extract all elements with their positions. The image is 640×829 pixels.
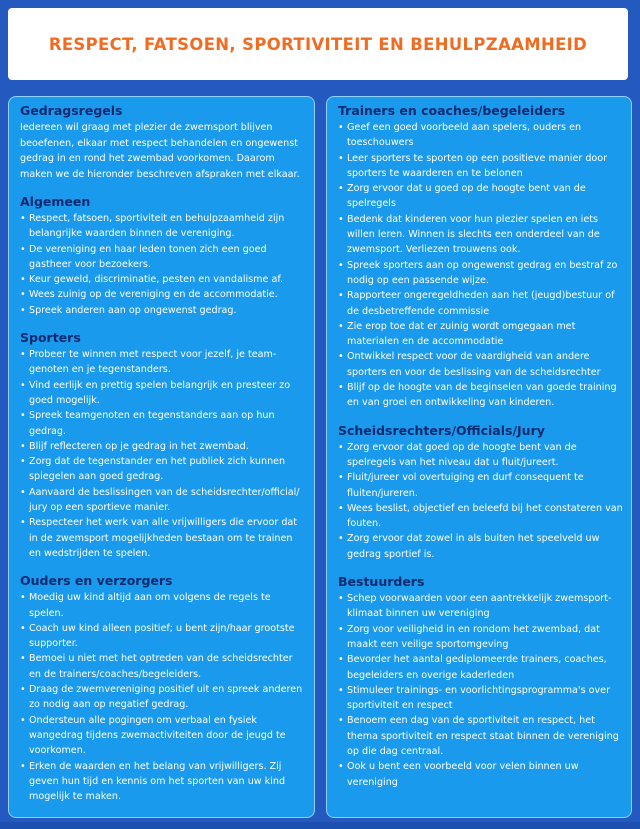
list-item-text: Respect, fatsoen, sportiviteit en behulpzaamheid zijn belangrijke waarden binnen de vereniging. [29, 213, 285, 240]
list-item-text: Stimuleer trainings- en voorlichtingsprogramma's over sportiviteit en respect [347, 684, 611, 712]
bullet-icon: • [338, 654, 344, 666]
rule-list [20, 347, 306, 561]
list-item [20, 211, 306, 242]
bullet-icon: • [20, 714, 26, 726]
list-item-text: Geef een goed voorbeeld aan spelers, ouders en toeschouwers [347, 122, 582, 149]
rule-list [20, 590, 306, 804]
section-heading: Trainers en coaches/begeleiders [338, 103, 566, 118]
list-item [338, 349, 623, 380]
list-item-text: Bevorder het aantal gediplomeerde trainers, coaches, begeleiders en overige kaderleden [347, 654, 607, 681]
list-item-text: Aanvaard de beslissingen van de scheidsrechter/official/ jury op een sportieve manier. [29, 486, 300, 514]
bullet-icon: • [338, 593, 344, 605]
list-item-text: Draag de zwemvereniging positief uit en spreek anderen zo nodig aan op negatief gedrag. [29, 684, 303, 711]
intro-text: Iedereen wil graag met plezier de zwemsport blijven beoefenen, elkaar met respect behandelen en ongewenst gedrag in en rond het zwembad voorkomen. Daarom maken we de hieronder beschreven afspraken met elkaar. [20, 122, 300, 180]
list-item [338, 288, 623, 319]
list-item-text: Spreek sporters aan op ongewenst gedrag en bestraf zo nodig op een passende wijze. [347, 259, 618, 286]
list-item-text: Zorg ervoor dat u goed op de hoogte bent van de spelregels [347, 183, 586, 210]
bullet-icon: • [20, 456, 26, 468]
bullet-icon: • [20, 349, 26, 361]
bullet-icon: • [338, 761, 344, 773]
bullet-icon: • [338, 441, 344, 453]
section-heading: Scheidsrechters/Officials/Jury [338, 422, 545, 438]
list-item [338, 212, 623, 258]
list-item [338, 440, 623, 471]
bullet-icon: • [338, 122, 344, 133]
list-item [338, 181, 623, 212]
section-algemeen [20, 194, 306, 318]
bullet-icon: • [338, 684, 344, 696]
bottom-strip [0, 822, 640, 829]
list-item-text: Keur geweld, discriminatie, pesten en vandalisme af. [29, 274, 284, 286]
list-item [20, 378, 306, 409]
list-item [20, 621, 306, 652]
title-banner [8, 8, 628, 80]
section-sporters [20, 330, 306, 561]
rule-list [338, 591, 623, 790]
list-item-text: Ontwikkel respect voor de vaardigheid van andere sporters en voor de beslissing van de scheidsrechter [347, 351, 601, 378]
list-item [20, 454, 306, 485]
list-item [20, 682, 306, 713]
list-item-text: Schep voorwaarden voor een aantrekkelijk zwemsport-klimaat binnen uw vereniging [347, 593, 612, 620]
bullet-icon: • [20, 213, 26, 224]
list-item-text: Fluit/jureer vol overtuiging en durf consequent te fluiten/jureren. [347, 472, 584, 499]
list-item [338, 759, 623, 790]
left-panel [8, 96, 315, 818]
list-item-text: Ook u bent een voorbeeld voor velen binnen uw vereniging [347, 761, 579, 788]
bullet-icon: • [20, 517, 26, 529]
bullet-icon: • [338, 502, 344, 514]
bullet-icon: • [338, 623, 344, 635]
bullet-icon: • [20, 410, 26, 422]
list-item [20, 485, 306, 516]
list-item [20, 408, 306, 439]
bullet-icon: • [338, 290, 344, 302]
list-item [338, 151, 623, 182]
section-gedragsregels [20, 103, 306, 182]
list-item [338, 531, 623, 562]
list-item-text: Bedenk dat kinderen voor hun plezier spelen en iets willen leren. Winnen is slechts een onderdeel van de zwemsport. Verliezen trouwens ook. [347, 213, 600, 256]
section-scheidsrechters [338, 423, 623, 562]
bullet-icon: • [20, 684, 26, 696]
list-item [20, 287, 306, 302]
list-item-text: Zorg ervoor dat zowel in als buiten het speelveld uw gedrag sportief is. [347, 533, 600, 560]
list-item [338, 713, 623, 759]
bullet-icon: • [20, 653, 26, 665]
list-item-text: Blijf reflecteren op je gedrag in het zwembad. [29, 440, 249, 452]
list-item-text: Probeer te winnen met respect voor jezelf, je team-genoten en je tegenstanders. [29, 349, 277, 376]
section-heading: Ouders en verzorgers [20, 573, 173, 589]
bullet-icon: • [338, 152, 344, 164]
section-heading: Sporters [20, 330, 81, 346]
section-heading: Bestuurders [338, 574, 425, 590]
section-bestuurders [338, 574, 623, 790]
list-item-text: Wees zuinig op de vereniging en de accommodatie. [29, 289, 278, 301]
list-item-text: Zie erop toe dat er zuinig wordt omgegaan met materialen en de accommodatie [347, 320, 576, 348]
bullet-icon: • [20, 592, 26, 604]
list-item [20, 439, 306, 454]
list-item [20, 242, 306, 273]
bullet-icon: • [20, 379, 26, 391]
bullet-icon: • [338, 351, 344, 363]
rule-list [338, 440, 623, 562]
list-item [20, 347, 306, 378]
list-item [338, 683, 623, 714]
section-heading: Gedragsregels [20, 103, 123, 118]
list-item [338, 501, 623, 532]
bullet-icon: • [338, 382, 344, 394]
list-item [338, 258, 623, 289]
rule-list [338, 120, 623, 411]
list-item-text: Vind eerlijk en prettig spelen belangrijk en presteer zo goed mogelijk. [29, 379, 291, 406]
bullet-icon: • [20, 304, 26, 316]
list-item [20, 713, 306, 759]
list-item-text: Rapporteer ongeregeldheden aan het (jeugd)bestuur of de desbetreffende commissie [347, 290, 615, 317]
right-panel [326, 96, 632, 818]
page-title: RESPECT, FATSOEN, SPORTIVITEIT EN BEHULPZAAMHEID [48, 34, 588, 54]
list-item-text: Zorg ervoor dat goed op de hoogte bent van de spelregels van het niveau dat u fluit/jureert. [347, 441, 577, 468]
list-item [338, 120, 623, 151]
bullet-icon: • [20, 440, 26, 452]
list-item [338, 652, 623, 683]
bullet-icon: • [20, 243, 26, 255]
bullet-icon: • [20, 622, 26, 634]
bullet-icon: • [338, 715, 344, 727]
list-item [20, 272, 306, 287]
list-item [338, 622, 623, 653]
bullet-icon: • [338, 183, 344, 195]
list-item [338, 591, 623, 622]
list-item-text: Spreek anderen aan op ongewenst gedrag. [29, 304, 237, 316]
list-item [338, 380, 623, 411]
list-item [338, 319, 623, 350]
list-item-text: Zorg dat de tegenstander en het publiek zich kunnen spiegelen aan goed gedrag. [29, 456, 286, 483]
list-item [20, 515, 306, 561]
list-item-text: Leer sporters te sporten op een positieve manier door sporters te waarderen en te belonen [347, 152, 608, 179]
section-ouders [20, 573, 306, 804]
list-item-text: Ondersteun alle pogingen om verbaal en fysiek wangedrag tijdens zwemactiviteiten door de jeugd te voorkomen. [29, 714, 286, 757]
list-item-text: Erken de waarden en het belang van vrijwilligers. Zij geven hun tijd en kennis om het sporten van uw kind mogelijk te maken. [29, 760, 286, 803]
bullet-icon: • [338, 213, 344, 225]
section-heading: Algemeen [20, 194, 91, 209]
list-item [20, 651, 306, 682]
bullet-icon: • [20, 760, 26, 772]
list-item-text: Wees beslist, objectief en beleefd bij het constateren van fouten. [347, 502, 623, 530]
rule-list [20, 211, 306, 318]
list-item-text: Respecteer het werk van alle vrijwilligers die ervoor dat in de zwemsport mogelijkheden bestaan om te trainen en wedstrijden te spelen. [29, 517, 298, 559]
list-item [20, 303, 306, 318]
list-item [20, 590, 306, 621]
list-item-text: Moedig uw kind altijd aan om volgens de regels te spelen. [29, 592, 271, 619]
list-item-text: De vereniging en haar leden tonen zich een goed gastheer voor bezoekers. [29, 243, 267, 270]
list-item [20, 759, 306, 805]
bullet-icon: • [20, 289, 26, 301]
list-item-text: Blijf op de hoogte van de beginselen van goede training en van groei en ontwikkeling van kinderen. [347, 382, 617, 409]
bullet-icon: • [338, 259, 344, 271]
bullet-icon: • [20, 486, 26, 498]
list-item [338, 470, 623, 501]
list-item-text: Benoem een dag van de sportiviteit en respect, het thema sportiviteit en respect staat binnen de vereniging op die dag centraal. [347, 715, 619, 757]
bullet-icon: • [338, 533, 344, 545]
bullet-icon: • [338, 320, 344, 332]
list-item-text: Spreek teamgenoten en tegenstanders aan op hun gedrag. [29, 410, 275, 437]
list-item-text: Bemoei u niet met het optreden van de scheidsrechter en de trainers/coaches/begeleiders. [29, 653, 293, 680]
section-trainers [338, 103, 623, 411]
bullet-icon: • [338, 472, 344, 484]
list-item-text: Zorg voor veiligheid in en rondom het zwembad, dat maakt een veilige sportomgeving [347, 623, 600, 650]
bullet-icon: • [20, 274, 26, 286]
list-item-text: Coach uw kind alleen positief; u bent zijn/haar grootste supporter. [29, 622, 295, 650]
